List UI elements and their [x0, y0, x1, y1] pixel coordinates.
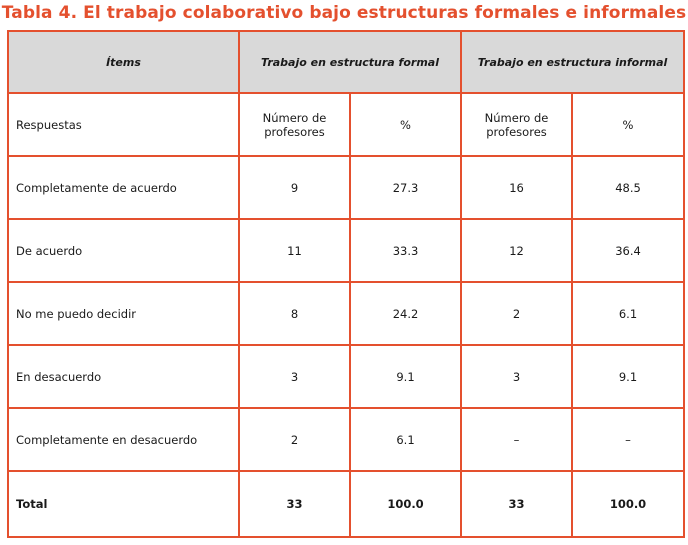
- header-informal: Trabajo en estructura informal: [461, 31, 684, 93]
- formal-pct: 9.1: [350, 345, 461, 408]
- header-formal: Trabajo en estructura formal: [239, 31, 461, 93]
- table-title: Tabla 4. El trabajo colaborativo bajo estructuras formales e informales: [1, 3, 687, 23]
- informal-pct: 100.0: [572, 471, 684, 537]
- subheader-informal-pct: %: [572, 93, 684, 156]
- formal-pct: 27.3: [350, 156, 461, 219]
- row-label: Completamente en desacuerdo: [8, 408, 239, 471]
- informal-pct: –: [572, 408, 684, 471]
- row-label: En desacuerdo: [8, 345, 239, 408]
- informal-count: 3: [461, 345, 572, 408]
- row-label: Completamente de acuerdo: [8, 156, 239, 219]
- row-label: Total: [8, 471, 239, 537]
- formal-count: 3: [239, 345, 350, 408]
- subheader-formal-count: [239, 93, 350, 156]
- formal-count: 11: [239, 219, 350, 282]
- row-label: No me puedo decidir: [8, 282, 239, 345]
- informal-pct: 6.1: [572, 282, 684, 345]
- table-row: [8, 408, 684, 471]
- formal-count: 9: [239, 156, 350, 219]
- informal-count: 16: [461, 156, 572, 219]
- subheader-label: Respuestas: [8, 93, 239, 156]
- table-row: [8, 282, 684, 345]
- table-row: [8, 345, 684, 408]
- data-table: [7, 30, 685, 538]
- count-line2: profesores: [264, 124, 325, 139]
- formal-count: 2: [239, 408, 350, 471]
- subheader-formal-pct: %: [350, 93, 461, 156]
- formal-pct: 24.2: [350, 282, 461, 345]
- formal-count: 33: [239, 471, 350, 537]
- header-items: Ítems: [8, 31, 239, 93]
- count-line1: Número de: [484, 110, 549, 125]
- formal-pct: 6.1: [350, 408, 461, 471]
- total-row: [8, 471, 684, 537]
- count-line2: profesores: [486, 124, 547, 139]
- row-label: De acuerdo: [8, 219, 239, 282]
- subheader-row: [8, 93, 684, 156]
- informal-count: –: [461, 408, 572, 471]
- informal-pct: 9.1: [572, 345, 684, 408]
- informal-count: 12: [461, 219, 572, 282]
- table-row: [8, 219, 684, 282]
- subheader-informal-count: [461, 93, 572, 156]
- formal-count: 8: [239, 282, 350, 345]
- formal-pct: 100.0: [350, 471, 461, 537]
- informal-pct: 48.5: [572, 156, 684, 219]
- count-line1: Número de: [262, 110, 327, 125]
- informal-count: 33: [461, 471, 572, 537]
- formal-pct: 33.3: [350, 219, 461, 282]
- table-row: [8, 156, 684, 219]
- header-row: [8, 31, 684, 93]
- informal-pct: 36.4: [572, 219, 684, 282]
- informal-count: 2: [461, 282, 572, 345]
